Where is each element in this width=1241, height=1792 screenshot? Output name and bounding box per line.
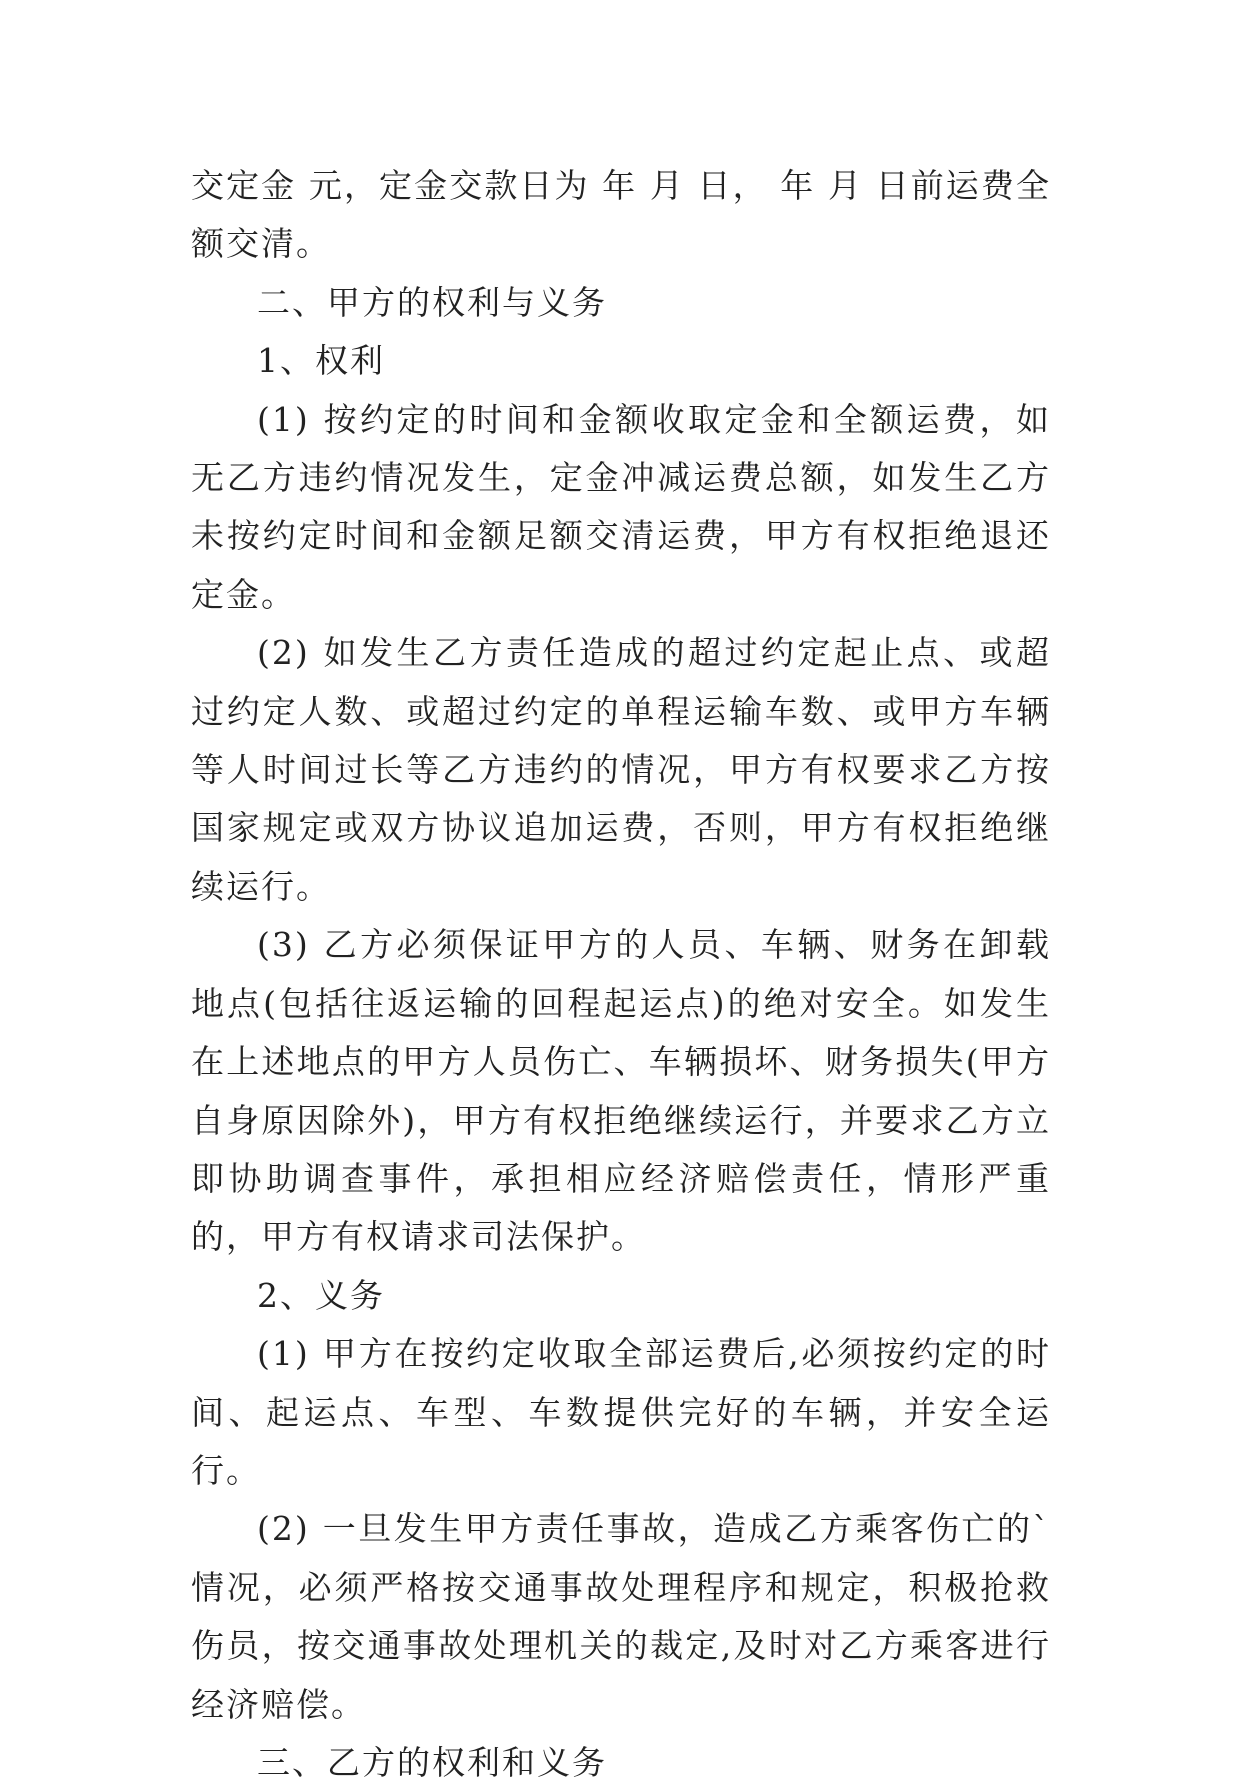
paragraph-deposit-terms: 交定金 元，定金交款日为 年 月 日， 年 月 日前运费全额交清。 xyxy=(191,166,1051,264)
paragraph-right-2: (2) 如发生乙方责任造成的超过约定起止点、或超过约定人数、或超过约定的单程运输车数、或甲方车辆等人时间过长等乙方违约的情况，甲方有权要求乙方按国家规定或双方协议追加运费，否则，甲方有权拒绝继续运行。 xyxy=(191,633,1051,906)
paragraph-obligation-2: (2) 一旦发生甲方责任事故，造成乙方乘客伤亡的`情况，必须严格按交通事故处理程序和规定，积极抢救伤员，按交通事故处理机关的裁定,及时对乙方乘客进行经济赔偿。 xyxy=(191,1509,1051,1724)
subheading-rights: 1、权利 xyxy=(257,341,385,381)
heading-party-a-rights-obligations: 二、甲方的权利与义务 xyxy=(257,282,607,322)
paragraph-right-3: (3) 乙方必须保证甲方的人员、车辆、财务在卸载地点(包括往返运输的回程起运点)的绝对安全。如发生在上述地点的甲方人员伤亡、车辆损坏、财务损失(甲方自身原因除外)，甲方有权拒绝继续运行，并要求乙方立即协助调查事件，承担相应经济赔偿责任，情形严重的，甲方有权请求司法保护。 xyxy=(191,925,1051,1257)
heading-party-b-rights-obligations: 三、乙方的权利和义务 xyxy=(257,1742,607,1782)
paragraph-right-1: (1) 按约定的时间和金额收取定金和全额运费，如无乙方违约情况发生，定金冲减运费总额，如发生乙方未按约定时间和金额足额交清运费，甲方有权拒绝退还定金。 xyxy=(191,399,1051,614)
document-body xyxy=(191,157,1051,1792)
subheading-obligations: 2、义务 xyxy=(257,1275,385,1315)
paragraph-obligation-1: (1) 甲方在按约定收取全部运费后,必须按约定的时间、起运点、车型、车数提供完好的车辆，并安全运行。 xyxy=(191,1334,1051,1490)
